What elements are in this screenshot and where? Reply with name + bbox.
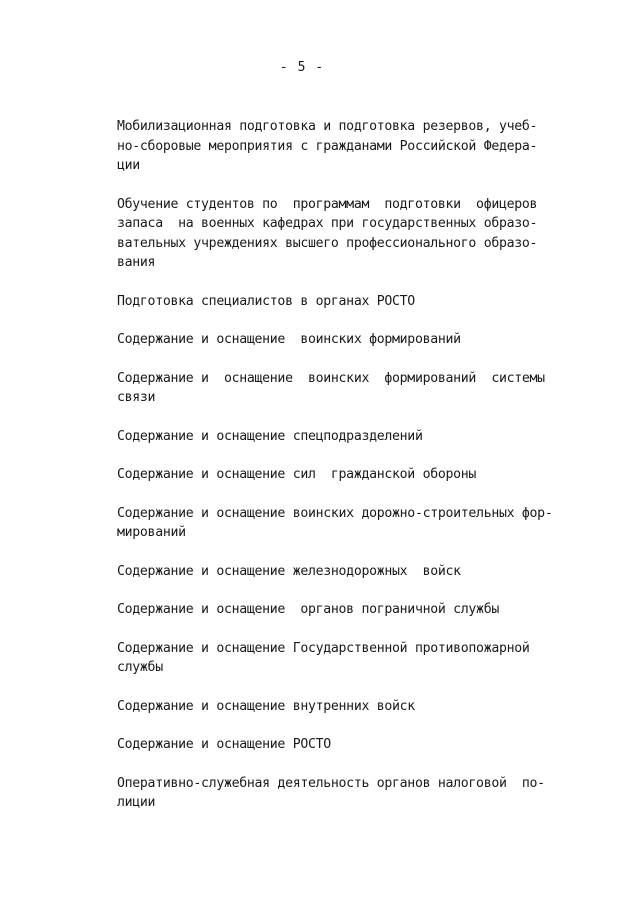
entry-road-construction [117, 504, 557, 543]
entry-line: Содержание и оснащение РОСТО [117, 737, 331, 752]
entry-line: ции [117, 158, 140, 173]
entry-line: Содержание и оснащение сил гражданской обороны [117, 467, 477, 482]
entry-line: Обучение студентов по программам подготовки офицеров [117, 196, 538, 212]
entry-line: Мобилизационная подготовка и подготовка резервов, учеб- [117, 119, 538, 134]
entry-communications-formations [117, 369, 557, 408]
entry-line: вательных учреждениях высшего профессионального образо- [117, 235, 538, 251]
entry-line: Содержание и оснащение воинских дорожно-строительных фор- [117, 505, 553, 521]
entry-fire-service [117, 639, 557, 678]
entry-line: Содержание и оснащение органов пограничной службы [117, 602, 499, 617]
page-number: - 5 - [279, 60, 325, 75]
entry-line: Содержание и оснащение железнодорожных войск [117, 563, 461, 579]
entry-line: Подготовка специалистов в органах РОСТО [117, 293, 415, 309]
entry-military-formations [117, 330, 557, 350]
entry-line: Содержание и оснащение воинских формирований системы [117, 370, 545, 386]
entry-line: Содержание и оснащение воинских формирований [117, 332, 461, 347]
entry-line: мирований [117, 525, 186, 540]
entry-rosto-training [117, 292, 557, 312]
entry-line: службы [117, 660, 163, 675]
entry-rosto [117, 735, 557, 755]
entry-special-units [117, 427, 557, 447]
entry-list [117, 117, 557, 832]
entry-line: лиции [117, 795, 156, 810]
entry-line: Содержание и оснащение Государственной противопожарной [117, 640, 530, 656]
entry-railway-troops [117, 562, 557, 582]
entry-line: запаса на военных кафедрах при государственных образо- [117, 216, 538, 231]
entry-border-service [117, 600, 557, 620]
entry-student-training [117, 195, 557, 273]
entry-internal-troops [117, 697, 557, 717]
entry-civil-defense [117, 465, 557, 485]
entry-line: связи [117, 390, 156, 405]
entry-line: вания [117, 255, 156, 270]
entry-line: Содержание и оснащение внутренних войск [117, 698, 415, 714]
entry-mobilization [117, 117, 557, 176]
entry-line: Содержание и оснащение спецподразделений [117, 428, 423, 444]
entry-tax-police [117, 774, 557, 813]
entry-line: но-сборовые мероприятия с гражданами Российской Федера- [117, 138, 538, 154]
entry-line: Оперативно-служебная деятельность органов налоговой по- [117, 775, 545, 791]
